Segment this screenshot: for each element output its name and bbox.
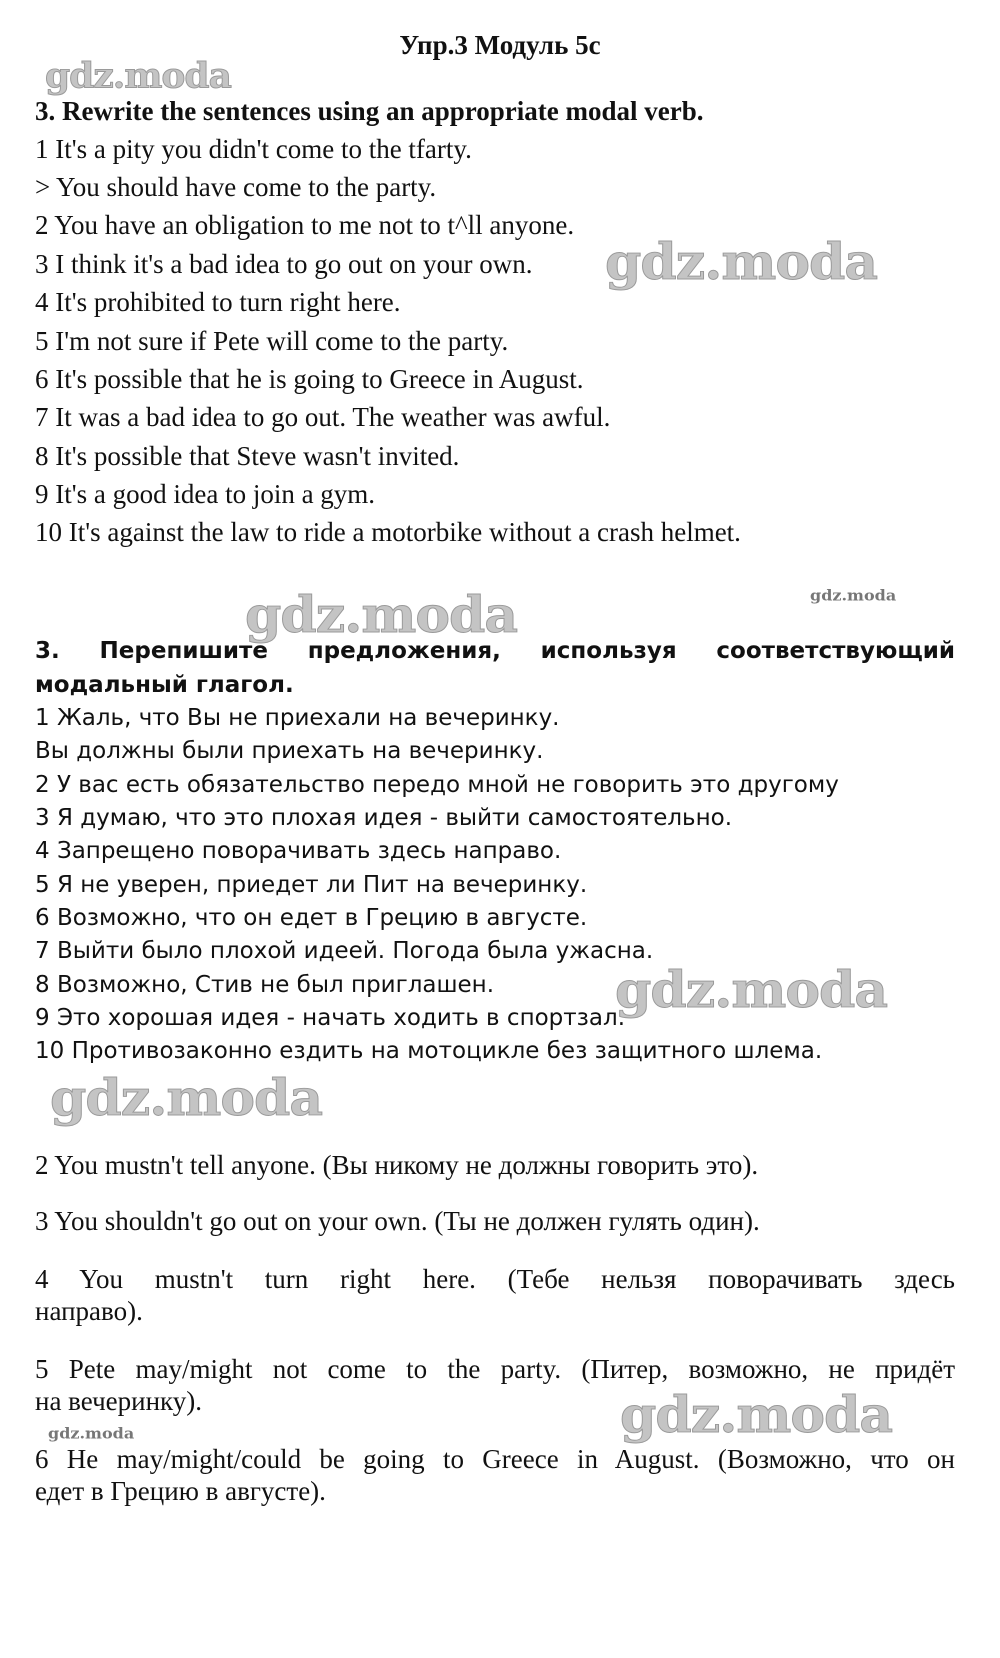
watermark: gdz.moda <box>245 586 518 645</box>
answer-line: 4 You mustn't turn right here. (Тебе нельзя поворачивать здесь <box>35 1264 955 1294</box>
answer-line: 5 Pete may/might not come to the party. (Питер, возможно, не придёт <box>35 1354 955 1384</box>
russian-line: Вы должны были приехать на вечеринку. <box>35 738 544 764</box>
english-line: 8 It's possible that Steve wasn't invited. <box>35 441 460 471</box>
watermark: gdz.moda <box>50 1069 323 1128</box>
answer-line: на вечеринку). <box>35 1386 203 1416</box>
answer-line: 6 He may/might/could be going to Greece in August. (Возможно, что он <box>35 1444 955 1474</box>
russian-line: 9 Это хорошая идея - начать ходить в спортзал. <box>35 1005 626 1031</box>
watermark: gdz.moda <box>605 233 878 292</box>
watermark: gdz.moda <box>48 1424 135 1443</box>
russian-line: 7 Выйти было плохой идеей. Погода была ужасна. <box>35 938 654 964</box>
english-line: > You should have come to the party. <box>35 172 437 202</box>
watermark: gdz.moda <box>620 1386 893 1445</box>
russian-line: 1 Жаль, что Вы не приехали на вечеринку. <box>35 705 560 731</box>
russian-line: 8 Возможно, Стив не был приглашен. <box>35 972 495 998</box>
english-heading: 3. Rewrite the sentences using an appropriate modal verb. <box>35 96 704 126</box>
answer-line: 3 You shouldn't go out on your own. (Ты не должен гулять один). <box>35 1206 760 1236</box>
watermark: gdz.moda <box>45 56 231 96</box>
russian-heading: модальный глагол. <box>35 672 294 698</box>
russian-line: 3 Я думаю, что это плохая идея - выйти самостоятельно. <box>35 805 733 831</box>
russian-line: 2 У вас есть обязательство передо мной не говорить это другому <box>35 772 839 798</box>
english-line: 1 It's a pity you didn't come to the tfarty. <box>35 134 472 164</box>
watermark: gdz.moda <box>615 961 888 1020</box>
english-line: 7 It was a bad idea to go out. The weather was awful. <box>35 402 611 432</box>
russian-line: 6 Возможно, что он едет в Грецию в августе. <box>35 905 588 931</box>
page-title: Упр.3 Модуль 5с <box>399 30 601 60</box>
russian-line: 10 Противозаконно ездить на мотоцикле без защитного шлема. <box>35 1038 823 1064</box>
answer-line: 2 You mustn't tell anyone. (Вы никому не должны говорить это). <box>35 1150 759 1180</box>
english-line: 9 It's a good idea to join a gym. <box>35 479 376 509</box>
english-line: 4 It's prohibited to turn right here. <box>35 287 401 317</box>
english-line: 6 It's possible that he is going to Greece in August. <box>35 364 584 394</box>
english-line: 5 I'm not sure if Pete will come to the party. <box>35 326 509 356</box>
russian-line: 4 Запрещено поворачивать здесь направо. <box>35 838 562 864</box>
watermark: gdz.moda <box>810 586 897 605</box>
english-line: 3 I think it's a bad idea to go out on your own. <box>35 249 533 279</box>
answer-line: едет в Грецию в августе). <box>35 1476 326 1506</box>
answer-line: направо). <box>35 1296 143 1326</box>
russian-heading: 3. Перепишите предложения, используя соответствующий <box>35 638 955 664</box>
english-line: 2 You have an obligation to me not to t^ll anyone. <box>35 210 575 240</box>
russian-line: 5 Я не уверен, приедет ли Пит на вечеринку. <box>35 872 588 898</box>
english-line: 10 It's against the law to ride a motorbike without a crash helmet. <box>35 517 741 547</box>
